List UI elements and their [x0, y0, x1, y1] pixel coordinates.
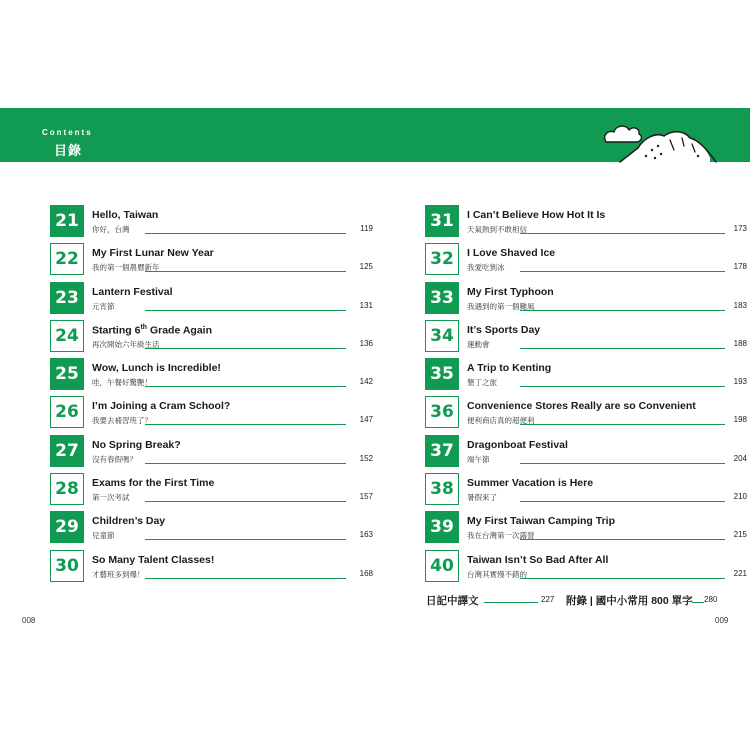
chapter-number: 28 [50, 473, 84, 505]
toc-entry [50, 435, 373, 473]
toc-entry [50, 511, 373, 549]
leader-line [520, 463, 725, 464]
chapter-number: 33 [425, 282, 459, 314]
toc-entry [425, 282, 747, 320]
chapter-title: Children’s Day [92, 515, 166, 528]
toc-entry [425, 511, 747, 549]
chapter-subtitle-zh: 便利商店真的超便利 [467, 416, 535, 426]
chapter-subtitle-zh: 我愛吃剉冰 [467, 263, 505, 273]
leader-line [145, 424, 346, 425]
page-reference: 152 [359, 453, 373, 463]
chapter-number: 34 [425, 320, 459, 352]
toc-column-left [50, 205, 373, 588]
chapter-subtitle-zh: 台灣其實慢不錯的 [467, 569, 527, 579]
leader-line [145, 271, 346, 272]
chapter-title: Summer Vacation is Here [467, 477, 594, 490]
page-reference: 215 [733, 530, 747, 540]
appendix-vocab-page: 280 [704, 595, 718, 604]
chapter-title: Lantern Festival [92, 285, 173, 298]
chapter-title-superscript: th [140, 323, 148, 331]
appendix-translation-leader [484, 602, 538, 603]
leader-line [145, 386, 346, 387]
toc-entry [50, 396, 373, 434]
leader-line [520, 348, 725, 349]
leader-line [520, 310, 725, 311]
chapter-number: 25 [50, 358, 84, 390]
chapter-number: 29 [50, 511, 84, 543]
toc-entry [425, 550, 747, 588]
page-reference: 198 [733, 415, 747, 425]
appendix-vocab-label: 附錄 | 國中小常用 800 單字 [566, 595, 693, 607]
chapter-number: 40 [425, 550, 459, 582]
leader-line [520, 233, 725, 234]
chapter-title: My First Typhoon [467, 285, 554, 298]
chapter-number: 30 [50, 550, 84, 582]
leader-line [145, 348, 346, 349]
toc-column-right [425, 205, 747, 588]
contents-heading-en: Contents [42, 128, 93, 137]
leader-line [145, 578, 346, 579]
chapter-subtitle-zh: 兒童節 [92, 531, 115, 541]
page-reference: 131 [359, 300, 373, 310]
chapter-title-part: Starting 6 [92, 324, 141, 337]
toc-entry [50, 320, 373, 358]
chapter-subtitle-zh: 我的第一個農曆新年 [92, 263, 160, 273]
chapter-title: I Can’t Believe How Hot It Is [467, 209, 606, 221]
chapter-subtitle-zh: 你好，台灣 [92, 225, 130, 234]
chapter-title: I Love Shaved Ice [467, 247, 556, 260]
chapter-subtitle-zh: 暑假來了 [467, 493, 497, 503]
leader-line [145, 463, 346, 464]
chapter-subtitle-zh: 哇，午餐好驚艷！ [92, 378, 152, 388]
chapter-title: A Trip to Kenting [467, 362, 552, 375]
chapter-subtitle-zh: 天氣熱到不敢相信 [467, 225, 527, 234]
toc-entry [50, 473, 373, 511]
chapter-number: 24 [50, 320, 84, 352]
page-reference: 125 [359, 262, 373, 272]
chapter-title [92, 324, 212, 337]
chapter-number: 32 [425, 243, 459, 275]
toc-entry [425, 396, 747, 434]
chapter-number: 37 [425, 435, 459, 467]
page-reference: 221 [733, 568, 747, 578]
chapter-title: My First Taiwan Camping Trip [467, 515, 615, 528]
page-reference: 188 [733, 338, 747, 348]
chapter-title-part: Grade Again [147, 324, 213, 337]
chapter-subtitle-zh: 端午節 [467, 454, 490, 464]
chapter-number: 38 [425, 473, 459, 505]
leader-line [145, 310, 346, 311]
mountain-illustration-icon [598, 118, 722, 166]
toc-entry [425, 435, 747, 473]
chapter-number: 31 [425, 205, 459, 237]
chapter-subtitle-zh: 墾丁之旅 [467, 378, 497, 388]
page-reference: 142 [359, 377, 373, 387]
chapter-subtitle-zh: 再次開始六年級生活 [92, 339, 160, 349]
leader-line [145, 233, 346, 234]
chapter-title: Exams for the First Time [92, 477, 215, 490]
toc-entry [425, 243, 747, 281]
chapter-subtitle-zh: 我要去補習班了？ [92, 416, 152, 426]
chapter-number: 36 [425, 396, 459, 428]
page-number-left: 008 [22, 616, 36, 625]
chapter-subtitle-zh: 我遇到的第一個颱風 [467, 301, 535, 311]
chapter-number: 26 [50, 396, 84, 428]
leader-line [520, 271, 725, 272]
toc-entry [425, 320, 747, 358]
chapter-subtitle-zh: 沒有春假嗎？ [92, 454, 137, 464]
chapter-subtitle-zh: 才藝班多到爆！ [92, 569, 145, 579]
contents-heading-zh: 目錄 [54, 143, 83, 158]
appendix-translation-label: 日記中譯文 [426, 595, 479, 607]
leader-line [520, 539, 725, 540]
toc-entry [425, 205, 747, 243]
leader-line [145, 539, 346, 540]
chapter-subtitle-zh: 運動會 [467, 339, 490, 349]
toc-entry [50, 205, 373, 243]
chapter-subtitle-zh: 第一次考試 [92, 493, 130, 503]
page-reference: 193 [733, 377, 747, 387]
toc-entry [425, 473, 747, 511]
chapter-title: Taiwan Isn’t So Bad After All [467, 553, 609, 566]
page-reference: 183 [733, 300, 747, 310]
chapter-number: 23 [50, 282, 84, 314]
page-reference: 119 [360, 224, 373, 233]
page-reference: 210 [733, 492, 747, 502]
chapter-subtitle-zh: 元宵節 [92, 301, 115, 311]
chapter-title: Hello, Taiwan [92, 209, 159, 221]
page-reference: 163 [359, 530, 373, 540]
page-reference: 204 [733, 453, 747, 463]
page-reference: 147 [359, 415, 373, 425]
chapter-subtitle-zh: 我在台灣第一次露營 [467, 531, 535, 541]
page-reference: 173 [733, 224, 747, 233]
page-reference: 178 [733, 262, 747, 272]
chapter-number: 35 [425, 358, 459, 390]
toc-entry [50, 550, 373, 588]
chapter-number: 27 [50, 435, 84, 467]
chapter-title: So Many Talent Classes! [92, 553, 215, 566]
chapter-title: Convenience Stores Really are so Convenient [467, 400, 696, 413]
page-reference: 136 [359, 338, 373, 348]
chapter-title: It’s Sports Day [467, 323, 541, 336]
chapter-number: 21 [50, 205, 84, 237]
leader-line [145, 501, 346, 502]
page-number-right: 009 [715, 616, 729, 625]
toc-entry [50, 243, 373, 281]
chapter-title: Wow, Lunch is Incredible! [92, 362, 221, 375]
chapter-title: I’m Joining a Cram School? [92, 400, 231, 413]
leader-line [520, 501, 725, 502]
appendix-translation-page: 227 [541, 595, 555, 604]
leader-line [520, 578, 725, 579]
chapter-number: 22 [50, 243, 84, 275]
chapter-number: 39 [425, 511, 459, 543]
page-reference: 157 [359, 492, 373, 502]
toc-entry [425, 358, 747, 396]
chapter-title: Dragonboat Festival [467, 438, 568, 451]
leader-line [520, 424, 725, 425]
appendix-vocab-leader [692, 602, 704, 603]
leader-line [520, 386, 725, 387]
chapter-title: No Spring Break? [92, 438, 181, 451]
chapter-title: My First Lunar New Year [92, 247, 214, 260]
toc-entry [50, 282, 373, 320]
page-reference: 168 [359, 568, 373, 578]
toc-entry [50, 358, 373, 396]
